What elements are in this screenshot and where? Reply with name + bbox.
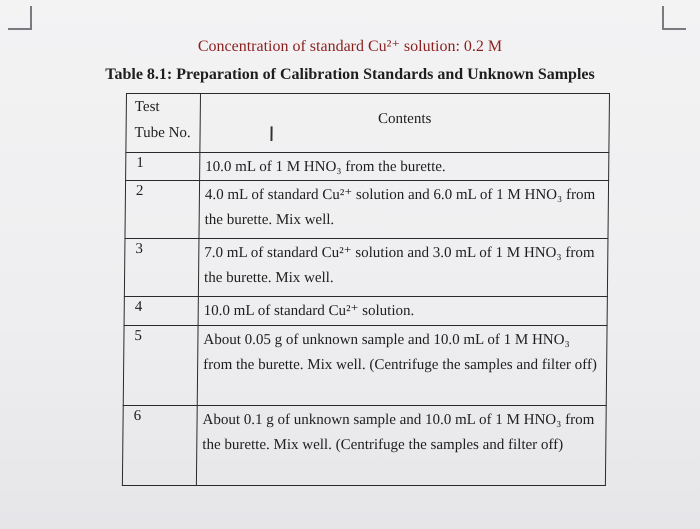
table-row	[125, 181, 609, 239]
table-row	[122, 406, 606, 486]
table-row	[123, 326, 607, 406]
table-caption: Table 8.1: Preparation of Calibration Standards and Unknown Samples	[105, 66, 595, 83]
header-tube-line2: Tube No.	[134, 125, 191, 141]
header-tube-line1: Test	[134, 99, 160, 115]
header-contents-label: Contents	[377, 111, 432, 127]
tube-contents: 7.0 mL of standard Cu²⁺ solution and 3.0 mL of 1 M HNO₃ from the burette. Mix well.	[198, 239, 608, 297]
table-header-row	[126, 94, 610, 153]
tube-number: 1	[126, 153, 200, 181]
tube-contents: 4.0 mL of standard Cu²⁺ solution and 6.0 mL of 1 M HNO₃ from the burette. Mix well.	[199, 181, 609, 239]
crop-corner-top-left	[8, 6, 32, 30]
tube-number: 5	[123, 326, 198, 406]
tube-number: 6	[122, 406, 197, 486]
tube-contents: 10.0 mL of 1 M HNO₃ from the burette.	[200, 153, 609, 181]
header-tube-no	[126, 94, 201, 153]
concentration-label: Concentration of standard Cu²⁺ solution: 0.2 M	[197, 38, 503, 55]
tube-contents: About 0.05 g of unknown sample and 10.0 mL of 1 M HNO₃ from the burette. Mix well. (Centrifuge the samples and filter off)	[197, 326, 607, 406]
table-row	[124, 297, 607, 326]
table-row	[124, 239, 608, 297]
header-contents	[200, 94, 610, 153]
crop-corner-top-right	[662, 6, 686, 30]
calibration-table	[122, 93, 610, 486]
tube-number: 3	[124, 239, 199, 297]
table-row	[126, 153, 609, 181]
tube-contents: 10.0 mL of standard Cu²⁺ solution.	[198, 297, 607, 326]
text-cursor-icon: I	[268, 122, 275, 146]
tube-number: 2	[125, 181, 200, 239]
tube-number: 4	[124, 297, 198, 326]
tube-contents: About 0.1 g of unknown sample and 10.0 mL of 1 M HNO₃ from the burette. Mix well. (Centrifuge the samples and filter off)	[196, 406, 606, 486]
